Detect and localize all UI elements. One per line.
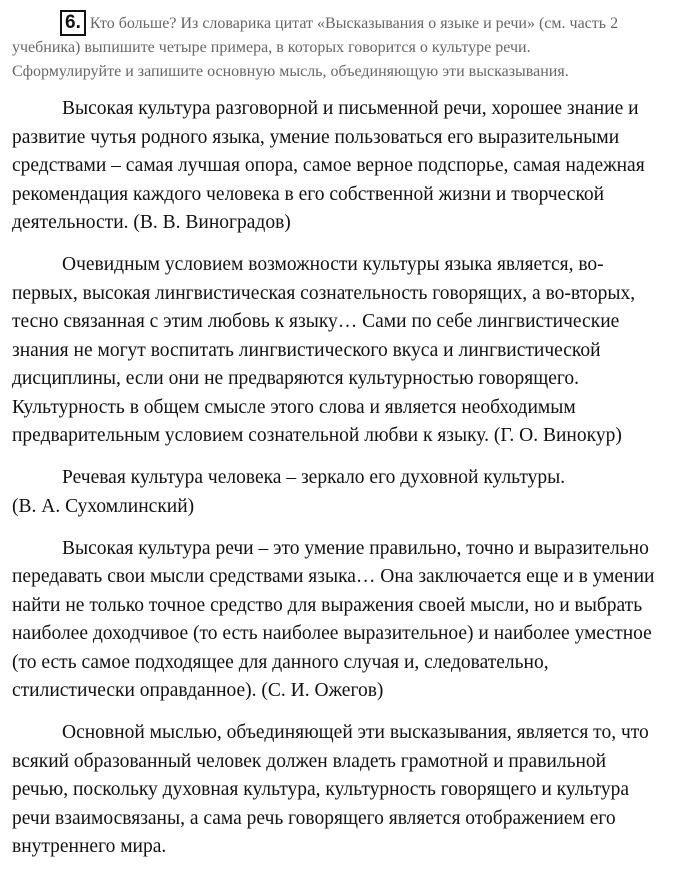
paragraph-line: Основной мыслью, объединяющей эти высказывания, является то, что [62, 722, 649, 743]
paragraph-line: найти не только точное средство для выражения своей мысли, но и выбрать [12, 594, 643, 616]
task-line [12, 10, 692, 36]
paragraph-line: (то есть самое подходящее для данного случая и, следовательно, [12, 651, 549, 673]
paragraph-line: Очевидным условием возможности культуры языка является, во- [62, 254, 604, 275]
quote-paragraph [12, 95, 697, 238]
task-text: Кто больше? Из словарика цитат «Высказывания о языке и речи» (см. часть 2 [89, 15, 619, 32]
paragraph-line: первых, высокая лингвистическая сознательность говорящих, а во-вторых, [12, 282, 636, 304]
paragraph-line: внутреннего мира. [12, 836, 167, 857]
paragraph-line: средствами – самая лучшая опора, самое верное подспорье, самая надежная [12, 155, 645, 176]
paragraph-line: Высокая культура речи – это умение правильно, точно и выразительно [62, 537, 649, 559]
paragraph-line: речью, поскольку духовная культура, культурность говорящего и культура [12, 779, 630, 800]
paragraph-line: Высокая культура разговорной и письменной речи, хорошее знание и [62, 98, 639, 119]
paragraph-line: всякий образованный человек должен владеть грамотной и правильной [12, 750, 607, 772]
paragraph-line: предварительным условием сознательной любви к языку. (Г. О. Винокур) [12, 425, 622, 446]
task-line: Сформулируйте и запишите основную мысль, объединяющую эти высказывания. [12, 63, 569, 80]
paragraph-line: речи взаимосвязаны, а сама речь говорящего является отображением его [12, 807, 616, 829]
paragraph-line: рекомендация каждого человека в его собственной жизни и творческой [12, 183, 605, 205]
paragraph-line: развитие чутья родного языка, умение пользоваться его выразительными [12, 126, 620, 148]
task-instructions [12, 10, 692, 84]
paragraph-line: Речевая культура человека – зеркало его духовной культуры. [62, 467, 566, 488]
quote-paragraph [12, 535, 697, 706]
paragraph-line: стилистически оправданное). (С. И. Ожегов) [12, 680, 384, 701]
paragraph-line: Культурность в общем смысле этого слова и является необходимым [12, 396, 576, 418]
paragraph-line: тесно связанная с этим любовь к языку… Сами по себе лингвистические [12, 311, 620, 332]
paragraph-line: деятельности. (В. В. Виноградов) [12, 212, 291, 233]
task-line: учебника) выпишите четыре примера, в которых говорится о культуре речи. [12, 39, 531, 56]
paragraph-line: передавать свои мысли средствами языка… Она заключается еще и в умении [12, 566, 655, 587]
answer-text [12, 95, 697, 875]
quote-paragraph [12, 251, 697, 451]
paragraph-line: дисциплины, если они не предваряются культурностью говорящего. [12, 368, 580, 389]
quote-paragraph [12, 464, 697, 521]
paragraph-line: наиболее доходчивое (то есть наиболее выразительное) и наиболее уместное [12, 623, 652, 644]
paragraph-line: знания не могут воспитать лингвистического вкуса и лингвистической [12, 339, 601, 361]
quote-paragraph [12, 719, 697, 862]
paragraph-line: (В. А. Сухомлинский) [12, 495, 195, 517]
task-number: 6. [60, 10, 86, 36]
